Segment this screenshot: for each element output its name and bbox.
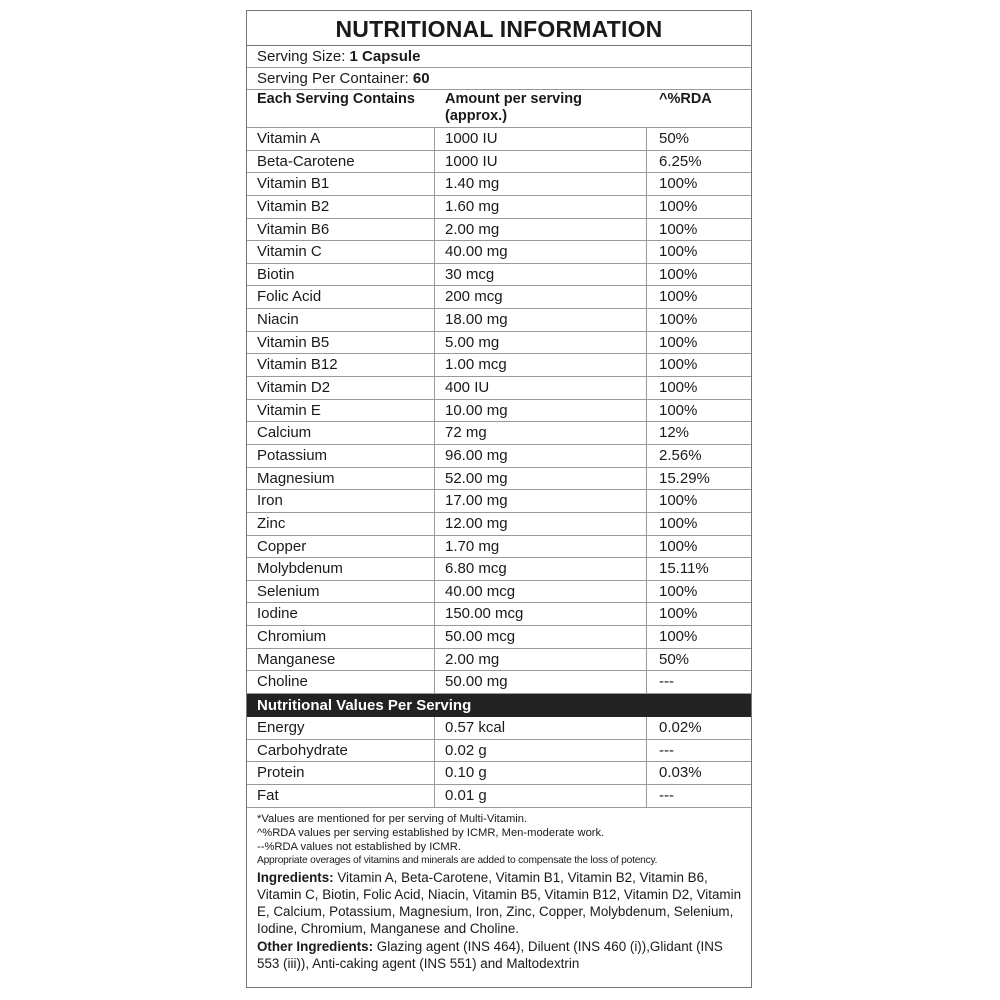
nutrient-rda: 100%: [659, 356, 698, 374]
serving-per-container: [247, 68, 751, 90]
header-each-serving: Each Serving Contains: [257, 91, 415, 107]
nutrient-amount: 10.00 mg: [435, 400, 647, 422]
nutrient-amount: 30 mcg: [435, 264, 647, 286]
nutrition-label: [246, 10, 752, 988]
nutrient-rda: ---: [659, 673, 674, 691]
nutrient-amount: 18.00 mg: [435, 309, 647, 331]
nutrient-name: Beta-Carotene: [247, 151, 435, 173]
ingredients-label: Ingredients:: [257, 869, 334, 885]
nutrient-amount: 52.00 mg: [435, 468, 647, 490]
serving-size-label: Serving Size:: [257, 48, 350, 65]
nutrient-name: Vitamin B2: [247, 196, 435, 218]
nutrient-name: Potassium: [247, 445, 435, 467]
table-row: [247, 717, 751, 740]
nutrient-amount: 150.00 mcg: [435, 603, 647, 625]
nutrient-rda: 100%: [659, 288, 698, 306]
nutrient-name: Vitamin B1: [247, 173, 435, 195]
serving-size-value: 1 Capsule: [349, 48, 421, 65]
nutrient-name: Choline: [247, 671, 435, 693]
nutrient-amount: 1000 IU: [435, 151, 647, 173]
table-row: [247, 332, 751, 355]
other-ingredients: [257, 938, 745, 972]
nutrient-rda: 100%: [659, 379, 698, 397]
footnote-values: *Values are mentioned for per serving of Multi-Vitamin.: [257, 812, 528, 825]
nutrient-name: Magnesium: [247, 468, 435, 490]
table-row: [247, 468, 751, 491]
table-row: [247, 422, 751, 445]
nutrient-amount: 2.00 mg: [435, 219, 647, 241]
nutrient-table-body: [247, 128, 751, 694]
nutrient-name: Folic Acid: [247, 286, 435, 308]
nutrient-amount: 0.10 g: [435, 762, 647, 784]
nutrient-name: Vitamin C: [247, 241, 435, 263]
nutrient-name: Carbohydrate: [247, 740, 435, 762]
table-row: [247, 286, 751, 309]
nutrient-rda: 100%: [659, 582, 698, 600]
nutrient-amount: 2.00 mg: [435, 649, 647, 671]
nutrient-name: Vitamin E: [247, 400, 435, 422]
footnote-overages: Appropriate overages of vitamins and minerals are added to compensate the loss of potency.: [257, 854, 658, 866]
nutrient-name: Zinc: [247, 513, 435, 535]
nutrient-name: Vitamin B5: [247, 332, 435, 354]
nutrient-name: Selenium: [247, 581, 435, 603]
nutrient-amount: 1.70 mg: [435, 536, 647, 558]
nutrient-name: Biotin: [247, 264, 435, 286]
other-ingredients-label: Other Ingredients:: [257, 938, 374, 954]
nutrient-name: Calcium: [247, 422, 435, 444]
nutrient-name: Molybdenum: [247, 558, 435, 580]
nutrient-amount: 50.00 mg: [435, 671, 647, 693]
nutrient-amount: 0.02 g: [435, 740, 647, 762]
nutrient-name: Fat: [247, 785, 435, 807]
nutritional-values-table-body: [247, 717, 751, 808]
nutrient-rda: 100%: [659, 333, 698, 351]
table-row: [247, 219, 751, 242]
table-row: [247, 649, 751, 672]
nutrient-amount: 40.00 mg: [435, 241, 647, 263]
nutrient-rda: 15.29%: [659, 469, 710, 487]
nutrient-rda: 0.02%: [659, 719, 702, 737]
nutrient-name: Chromium: [247, 626, 435, 648]
nutrient-name: Vitamin B6: [247, 219, 435, 241]
header-amount: Amount per serving (approx.): [445, 91, 582, 124]
nutrient-rda: ---: [659, 741, 674, 759]
nutrient-amount: 5.00 mg: [435, 332, 647, 354]
nutrient-rda: 50%: [659, 650, 690, 668]
nutrient-amount: 400 IU: [435, 377, 647, 399]
ingredients-text: Vitamin A, Beta-Carotene, Vitamin B1, Vitamin B2, Vitamin B6, Vitamin C, Biotin, Folic Acid, Niacin, Vitamin B5, Vitamin B12, Vitamin D2, Vitamin E, Calcium, Potassium, Magnesium, Iron, Zinc, Copper, Molybdenum, Selenium, Iodine, Chromium, Manganese and Choline.: [257, 869, 742, 936]
nutrient-rda: 100%: [659, 220, 698, 238]
table-row: [247, 536, 751, 559]
nutrient-name: Copper: [247, 536, 435, 558]
table-row: [247, 490, 751, 513]
nutrient-amount: 0.01 g: [435, 785, 647, 807]
nutrient-amount: 17.00 mg: [435, 490, 647, 512]
serving-per-container-value: 60: [412, 70, 430, 87]
nutrient-name: Niacin: [247, 309, 435, 331]
table-row: [247, 603, 751, 626]
nutrient-name: Protein: [247, 762, 435, 784]
nutrient-rda: 15.11%: [659, 560, 709, 578]
table-row: [247, 196, 751, 219]
table-row: [247, 671, 751, 694]
table-row: [247, 400, 751, 423]
nutrient-rda: 12%: [659, 424, 690, 442]
nutrient-amount: 0.57 kcal: [435, 717, 647, 739]
nutrient-rda: 50%: [659, 130, 690, 147]
nutrient-amount: 40.00 mcg: [435, 581, 647, 603]
table-row: [247, 740, 751, 763]
table-row: [247, 309, 751, 332]
other-ingredients-text: Glazing agent (INS 464), Diluent (INS 460 (i)),Glidant (INS 553 (iii)), Anti-caking agent (INS 551) and Maltodextrin: [257, 938, 723, 971]
nutrient-amount: 12.00 mg: [435, 513, 647, 535]
nutrient-name: Vitamin B12: [247, 354, 435, 376]
footnote-rda-not-established: --%RDA values not established by ICMR.: [257, 840, 461, 853]
nutrient-rda: 100%: [659, 265, 698, 283]
table-row: [247, 762, 751, 785]
nutrient-name: Energy: [247, 717, 435, 739]
table-row: [247, 513, 751, 536]
table-row: [247, 626, 751, 649]
nutrient-rda: 100%: [659, 197, 698, 215]
nutrient-name: Iron: [247, 490, 435, 512]
nutrient-rda: 100%: [659, 175, 698, 193]
table-header: [247, 90, 751, 128]
nutrient-amount: 1.00 mcg: [435, 354, 647, 376]
label-title: NUTRITIONAL INFORMATION: [247, 11, 751, 46]
nutrient-name: Vitamin A: [247, 128, 435, 150]
nutrient-rda: 100%: [659, 401, 698, 419]
nutrient-name: Iodine: [247, 603, 435, 625]
nutrient-rda: 100%: [659, 243, 698, 261]
nutrient-amount: 72 mg: [435, 422, 647, 444]
nutrient-amount: 1000 IU: [435, 128, 647, 150]
nutrient-rda: ---: [659, 786, 674, 804]
nutrient-rda: 100%: [659, 492, 698, 510]
nutrient-rda: 100%: [659, 605, 698, 623]
nutrient-name: Manganese: [247, 649, 435, 671]
table-row: [247, 264, 751, 287]
nutrient-rda: 6.25%: [659, 152, 702, 170]
nutrient-amount: 6.80 mcg: [435, 558, 647, 580]
section-nutritional-values-title: Nutritional Values Per Serving: [247, 694, 751, 717]
nutrient-amount: 1.60 mg: [435, 196, 647, 218]
header-rda: ^%RDA: [659, 91, 712, 107]
nutrient-amount: 200 mcg: [435, 286, 647, 308]
table-row: [247, 581, 751, 604]
nutrient-rda: 0.03%: [659, 764, 702, 782]
footnotes: [247, 808, 751, 972]
nutrient-name: Vitamin D2: [247, 377, 435, 399]
serving-size: [247, 46, 751, 68]
table-row: [247, 241, 751, 264]
serving-per-container-label: Serving Per Container:: [257, 70, 413, 87]
nutrient-amount: 50.00 mcg: [435, 626, 647, 648]
table-row: [247, 173, 751, 196]
nutrient-rda: 100%: [659, 537, 698, 555]
ingredients: [257, 869, 745, 937]
nutrient-rda: 100%: [659, 628, 698, 646]
table-row: [247, 128, 751, 151]
table-row: [247, 151, 751, 174]
table-row: [247, 354, 751, 377]
nutrient-amount: 96.00 mg: [435, 445, 647, 467]
table-row: [247, 785, 751, 808]
nutrient-rda: 2.56%: [659, 446, 702, 464]
nutrient-rda: 100%: [659, 311, 698, 329]
nutrient-rda: 100%: [659, 514, 698, 532]
table-row: [247, 377, 751, 400]
nutrient-amount: 1.40 mg: [435, 173, 647, 195]
footnote-rda: ^%RDA values per serving established by ICMR, Men-moderate work.: [257, 826, 605, 839]
table-row: [247, 558, 751, 581]
table-row: [247, 445, 751, 468]
